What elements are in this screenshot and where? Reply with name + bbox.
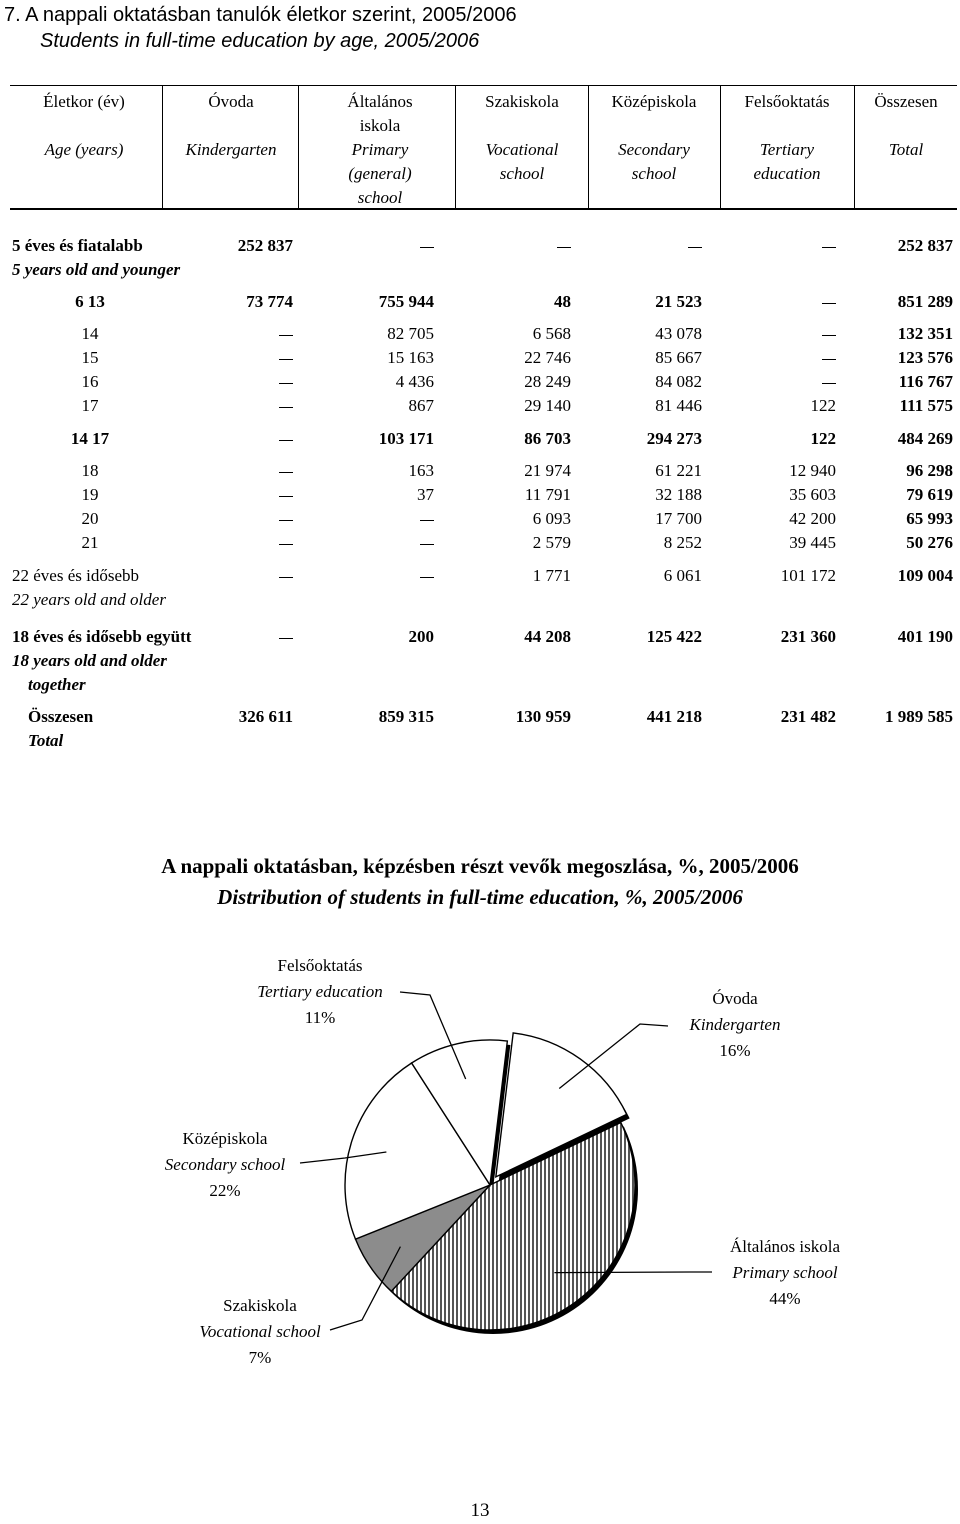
chart-title-hu: A nappali oktatásban, képzésben részt vevők megoszlása, %, 2005/2006: [161, 854, 799, 878]
table-cell: 17 700: [655, 509, 702, 528]
table-cell: 35 603: [789, 485, 836, 504]
table-cell: 252 837: [897, 236, 953, 255]
row-label: 14: [81, 324, 99, 343]
header-age: Életkor (év) Age (years): [43, 92, 125, 159]
chart-title-en: Distribution of students in full-time education, %, 2005/2006: [217, 885, 743, 909]
row-label: 19: [81, 485, 99, 504]
table-cell: 21 974: [524, 461, 571, 480]
row-label-en: 5 years old and younger: [12, 260, 181, 279]
header-tertiary: Felsőoktatás Tertiary education: [744, 92, 830, 183]
table-cell: 15 163: [387, 348, 434, 367]
table-cell: 8 252: [663, 533, 702, 552]
table-cell: 79 619: [906, 485, 953, 504]
row-label: 14 17: [70, 429, 110, 448]
table-cell: 21 523: [655, 292, 702, 311]
table-cell: 755 944: [378, 292, 434, 311]
header-bottom-rule: [10, 208, 957, 210]
dash-cell: [420, 544, 434, 545]
dash-cell: [420, 577, 434, 578]
table-cell: 44 208: [524, 627, 571, 646]
table-cell: 200: [408, 627, 434, 646]
column-divider: [298, 86, 299, 209]
row-label-en: Total: [28, 731, 64, 750]
table-cell: 4 436: [395, 372, 434, 391]
table-cell: 484 269: [897, 429, 953, 448]
table-cell: 82 705: [387, 324, 434, 343]
row-label-en: 22 years old and older: [12, 590, 166, 609]
table-cell: 252 837: [237, 236, 293, 255]
table-cell: 73 774: [246, 292, 293, 311]
dash-cell: [279, 407, 293, 408]
table-cell: 84 082: [655, 372, 702, 391]
header-primary: Általános iskola Primary (general) school: [347, 92, 413, 207]
table-cell: 130 959: [515, 707, 571, 726]
header-vocational: Szakiskola Vocational school: [485, 92, 559, 183]
column-divider: [854, 86, 855, 209]
row-label: 5 éves és fiatalabb: [12, 236, 143, 255]
row-label-en: 18 years old and older: [12, 651, 167, 670]
table-cell: 125 422: [646, 627, 702, 646]
table-cell: 65 993: [906, 509, 953, 528]
table-cell: 32 188: [655, 485, 702, 504]
header-total: Összesen Total: [874, 92, 938, 159]
column-divider: [588, 86, 589, 209]
table-cell: 86 703: [524, 429, 571, 448]
table-cell: 132 351: [897, 324, 953, 343]
row-label: 20: [81, 509, 99, 528]
table-cell: 50 276: [906, 533, 953, 552]
table-cell: 48: [554, 292, 571, 311]
label-primary: Általános iskola Primary school 44%: [729, 1237, 840, 1308]
table-cell: 116 767: [898, 372, 953, 391]
row-label: 6 13: [75, 292, 105, 311]
dash-cell: [279, 520, 293, 521]
column-divider: [720, 86, 721, 209]
dash-cell: [279, 638, 293, 639]
table-cell: 12 940: [789, 461, 836, 480]
dash-cell: [279, 359, 293, 360]
table-cell: 123 576: [897, 348, 953, 367]
dash-cell: [420, 520, 434, 521]
page-number: 13: [470, 1500, 490, 1521]
table-cell: 6 061: [663, 566, 702, 585]
header-top-rule: [10, 85, 957, 86]
row-label: 16: [81, 372, 99, 391]
table-cell: 231 360: [780, 627, 836, 646]
table-cell: 39 445: [789, 533, 836, 552]
dash-cell: [279, 440, 293, 441]
table-cell: 867: [408, 396, 434, 415]
row-label: 18: [81, 461, 99, 480]
dash-cell: [279, 472, 293, 473]
dash-cell: [279, 496, 293, 497]
table-cell: 111 575: [899, 396, 953, 415]
header-secondary: Középiskola Secondary school: [611, 92, 697, 183]
dash-cell: [279, 383, 293, 384]
column-divider: [162, 86, 163, 209]
table-cell: 1 771: [532, 566, 571, 585]
label-kindergarten: Óvoda Kindergarten 16%: [689, 989, 781, 1060]
table-cell: 6 093: [532, 509, 571, 528]
table-cell: 22 746: [524, 348, 571, 367]
table-cell: 326 611: [238, 707, 293, 726]
dash-cell: [688, 247, 702, 248]
table-cell: 163: [408, 461, 434, 480]
dash-cell: [557, 247, 571, 248]
table-cell: 441 218: [646, 707, 702, 726]
header-kindergarten: Óvoda Kindergarten: [185, 92, 277, 159]
table-cell: 294 273: [646, 429, 702, 448]
dash-cell: [420, 247, 434, 248]
leader-primary: [554, 1272, 712, 1273]
page-title: [4, 2, 517, 54]
table-cell: 859 315: [378, 707, 434, 726]
table-cell: 109 004: [897, 566, 953, 585]
table-cell: 401 190: [897, 627, 953, 646]
table-cell: 1 989 585: [885, 707, 953, 726]
label-tertiary: Felsőoktatás Tertiary education 11%: [257, 956, 383, 1027]
table-cell: 101 172: [780, 566, 836, 585]
title-en: Students in full-time education by age, 2005/2006: [40, 30, 480, 52]
row-label: 21: [81, 533, 99, 552]
table-cell: 85 667: [655, 348, 702, 367]
table-cell: 6 568: [532, 324, 571, 343]
row-label: 22 éves és idősebb: [12, 566, 140, 585]
table-cell: 11 791: [524, 485, 571, 504]
table-cell: 42 200: [789, 509, 836, 528]
dash-cell: [279, 335, 293, 336]
row-label: 17: [81, 396, 99, 415]
row-label-en: together: [28, 675, 86, 694]
table-cell: 43 078: [655, 324, 702, 343]
label-vocational: Szakiskola Vocational school 7%: [199, 1296, 321, 1367]
row-label: 15: [81, 348, 99, 367]
dash-cell: [279, 577, 293, 578]
table-cell: 122: [810, 396, 836, 415]
row-label: Összesen: [28, 707, 94, 726]
table-cell: 61 221: [655, 461, 702, 480]
table-cell: 28 249: [524, 372, 571, 391]
table-cell: 851 289: [897, 292, 953, 311]
label-secondary: Középiskola Secondary school 22%: [164, 1129, 286, 1200]
table-cell: 231 482: [780, 707, 836, 726]
table-cell: 29 140: [524, 396, 571, 415]
column-divider: [455, 86, 456, 209]
table-cell: 2 579: [532, 533, 571, 552]
title-hu: 7. A nappali oktatásban tanulók életkor szerint, 2005/2006: [4, 4, 517, 26]
table-cell: 96 298: [906, 461, 953, 480]
dash-cell: [279, 544, 293, 545]
table-cell: 103 171: [378, 429, 434, 448]
row-label: 18 éves és idősebb együtt: [12, 627, 192, 646]
table-cell: 37: [417, 485, 434, 504]
table-cell: 122: [810, 429, 836, 448]
table-cell: 81 446: [655, 396, 702, 415]
